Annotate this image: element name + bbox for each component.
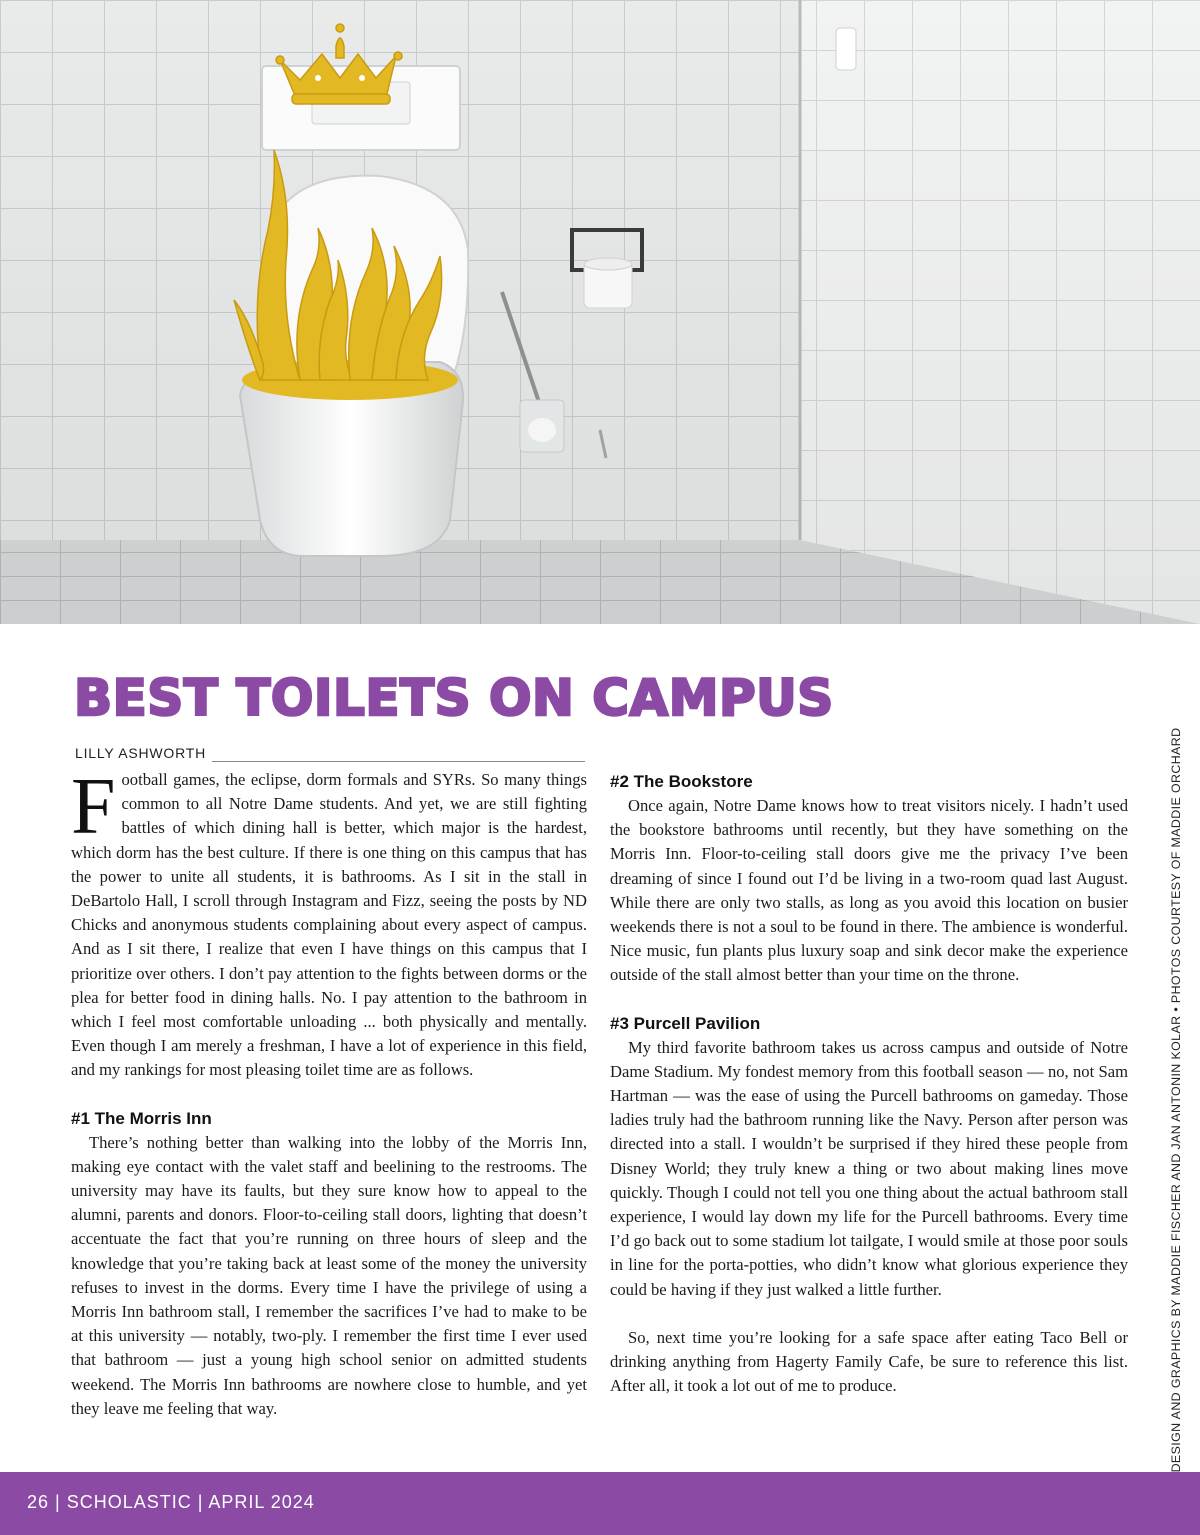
section-text-morris-inn: There’s nothing better than walking into the lobby of the Morris Inn, making eye contact with the valet staff and beelining to the restrooms. The university may have its faults, but they sure know how to appeal to the alumni, parents and donors. Floor-to-ceiling stall doors, lighting that doesn’t accentuate the fact that you’re running on three hours of sleep and the knowledge that you’re taking back at least some of the money the university refuses to invest in the dorms. Every time I have the privilege of using a Morris Inn bathroom stall, I remember the sacrifices I’ve had to make to be at this university — notably, two-ply. I remember the first time I ever used that bathroom — just a young high school senior on admitted students weekend. The Morris Inn bathrooms are nowhere close to humble, and yet they leave me feeling that way. [71, 1132, 587, 1418]
section-text-purcell-pavilion: My third favorite bathroom takes us across campus and outside of Notre Dame Stadium. My fondest memory from this football season — no, not Sam Hartman — was the ease of using the Purcell bathrooms on gameday. Those ladies truly had the bathroom running like the Navy. Person after person was directed into a stall. I wouldn’t be surprised if they hired these people from Disney World; they truly knew a thing or two about making lines move quickly. Though I could not tell you one thing about the actual bathroom stall experience, I would lay down my life for the Purcell bathrooms. Every time I’d go back out to some stadium lot tailgate, I would smile at those poor souls in line for the porta-potties, who didn’t know what glorious experience they could be having if they just walked a little further. [610, 1037, 1128, 1299]
hero-photo [0, 0, 1200, 624]
page-title: BEST TOILETS ON CAMPUS [74, 669, 834, 727]
intro-text: ootball games, the eclipse, dorm formals and SYRs. So many things common to all Notre Dame students. And yet, we are still fighting battles of which dining hall is better, which major is the hardest, which dorm has the best culture. If there is one thing on this campus that has the power to unite all students, it is bathrooms. As I sit in the stall in DeBartolo Hall, I scroll through Instagram and Fizz, seeing the posts by ND Chicks and anonymous students complaining about every aspect of campus. And as I sit there, I realize that even I have things on this campus that I prioritize over others. I don’t pay attention to the fights between dorms or the plea for better food in dining halls. No. I pay attention to the bathroom in which I feel most comfortable unloading ... both physically and mentally. Even though I am merely a freshman, I have a lot of experience in this field, and my rankings for most pleasing toilet time are as follows. [71, 770, 587, 1080]
page-footer [0, 1472, 1200, 1535]
footer-folio: 26 | SCHOLASTIC | APRIL 2024 [27, 1492, 315, 1512]
article-column-left [71, 763, 587, 1421]
closing-paragraph: So, next time you’re looking for a safe space after eating Taco Bell or drinking anything from Hagerty Family Cafe, be sure to reference this list. After all, it took a lot out of me to produce. [610, 1327, 1128, 1396]
article-column-right [610, 770, 1128, 1398]
section-heading-morris-inn: #1 The Morris Inn [71, 1108, 212, 1128]
intro-paragraph [71, 763, 587, 1083]
author-byline: LILLY ASHWORTH [75, 745, 207, 761]
section-text-bookstore: Once again, Notre Dame knows how to treat visitors nicely. I hadn’t used the bookstore bathrooms until recently, but they have something on the Morris Inn. Floor-to-ceiling stall doors give me the privacy I’ve been dreaming of since I found out I’d be living in a two-room quad last August. While there are only two stalls, as long as you avoid this location on busier weekends there is not a soul to be found in there. The ambience is wonderful. Nice music, fun plants plus luxury soap and sink decor make the experience outside of the stall almost better than your time on the throne. [610, 796, 1128, 985]
section-heading-purcell-pavilion: #3 Purcell Pavilion [610, 1013, 761, 1033]
drop-cap: F [71, 763, 116, 851]
photo-credit [1166, 680, 1186, 1520]
byline-divider [212, 761, 585, 762]
section-heading-bookstore: #2 The Bookstore [610, 772, 753, 791]
photo-credit-text: DESIGN AND GRAPHICS BY MADDIE FISCHER AND JAN ANTONIN KOLAR • PHOTOS COURTESY OF MADDIE ORCHARD [1169, 727, 1183, 1473]
